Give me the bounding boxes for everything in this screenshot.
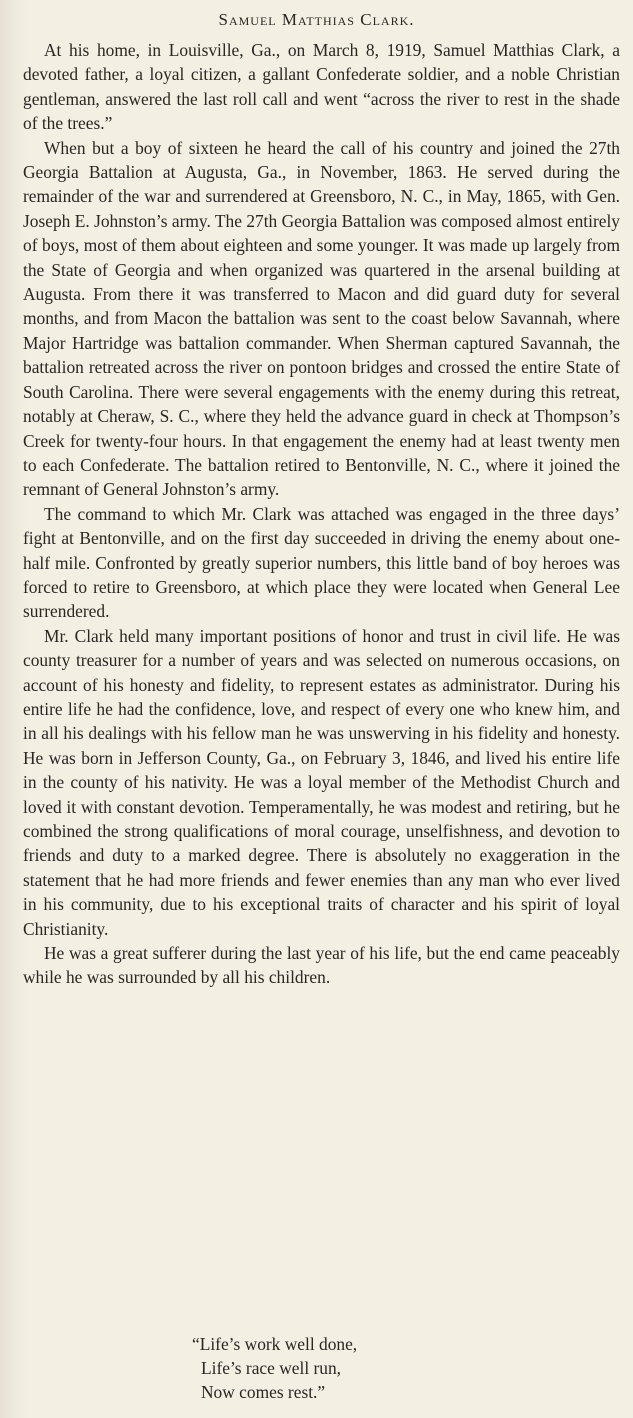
closing-verse: [192, 1332, 357, 1405]
page-title: Samuel Matthias Clark.: [218, 10, 415, 29]
paragraph: At his home, in Louisville, Ga., on March 8, 1919, Samuel Matthias Clark, a devoted father, a loyal citizen, a gallant Confederate soldier, and a noble Christian gentleman, answered the last roll call and went “across the river to rest in the shade of the trees.”: [23, 40, 620, 134]
paragraph: Mr. Clark held many important positions of honor and trust in civil life. He was county treasurer for a number of years and was selected on numerous occasions, on account of his honesty and fidelity, to represent estates as administrator. During his entire life he had the confidence, love, and respect of every one who knew him, and in all his dealings with his fellow man he was unswerving in his fidelity and honesty. He was born in Jefferson County, Ga., on February 3, 1846, and lived his entire life in the county of his nativity. He was a loyal member of the Methodist Church and loved it with constant devotion. Temperamentally, he was modest and retiring, but he combined the strong qualifications of moral courage, unselfishness, and devotion to friends and duty to a marked degree. There is absolutely no exaggeration in the statement that he had more friends and fewer enemies than any man who ever lived in his community, due to his exceptional traits of character and his spirit of loyal Christianity.: [23, 625, 620, 939]
paragraph: He was a great sufferer during the last year of his life, but the end came peaceably while he was surrounded by all his children.: [23, 943, 620, 988]
verse-line: Life’s race well run,: [201, 1358, 342, 1379]
paragraph: The command to which Mr. Clark was attached was engaged in the three days’ fight at Bentonville, and on the first day succeeded in driving the enemy about one-half mile. Confronted by greatly superior numbers, this little band of boy heroes was forced to retire to Greensboro, at which place they were located when General Lee surrendered.: [23, 503, 620, 622]
obituary-body: [23, 38, 620, 990]
verse-line: “Life’s work well done,: [192, 1334, 358, 1354]
paragraph: When but a boy of sixteen he heard the call of his country and joined the 27th Georgia Battalion at Augusta, Ga., in November, 1863. He served during the remainder of the war and surrendered at Greensboro, N. C., in May, 1865, with Gen. Joseph E. Johnston’s army. The 27th Georgia Battalion was composed almost entirely of boys, most of them about eighteen and some younger. It was made up largely from the State of Georgia and when organized was quartered in the arsenal building at Augusta. From there it was transferred to Macon and did guard duty for several months, and from Macon the battalion was sent to the coast below Savannah, where Major Hartridge was battalion commander. When Sherman captured Savannah, the battalion retreated across the river on pontoon bridges and crossed the entire State of South Carolina. There were several engagements with the enemy during this retreat, notably at Cheraw, S. C., where they held the advance guard in check at Thompson’s Creek for twenty-four hours. In that engagement the enemy had at least twenty men to each Confederate. The battalion retired to Bentonville, N. C., where it joined the remnant of General Johnston’s army.: [23, 137, 620, 500]
verse-line: Now comes rest.”: [201, 1382, 326, 1403]
